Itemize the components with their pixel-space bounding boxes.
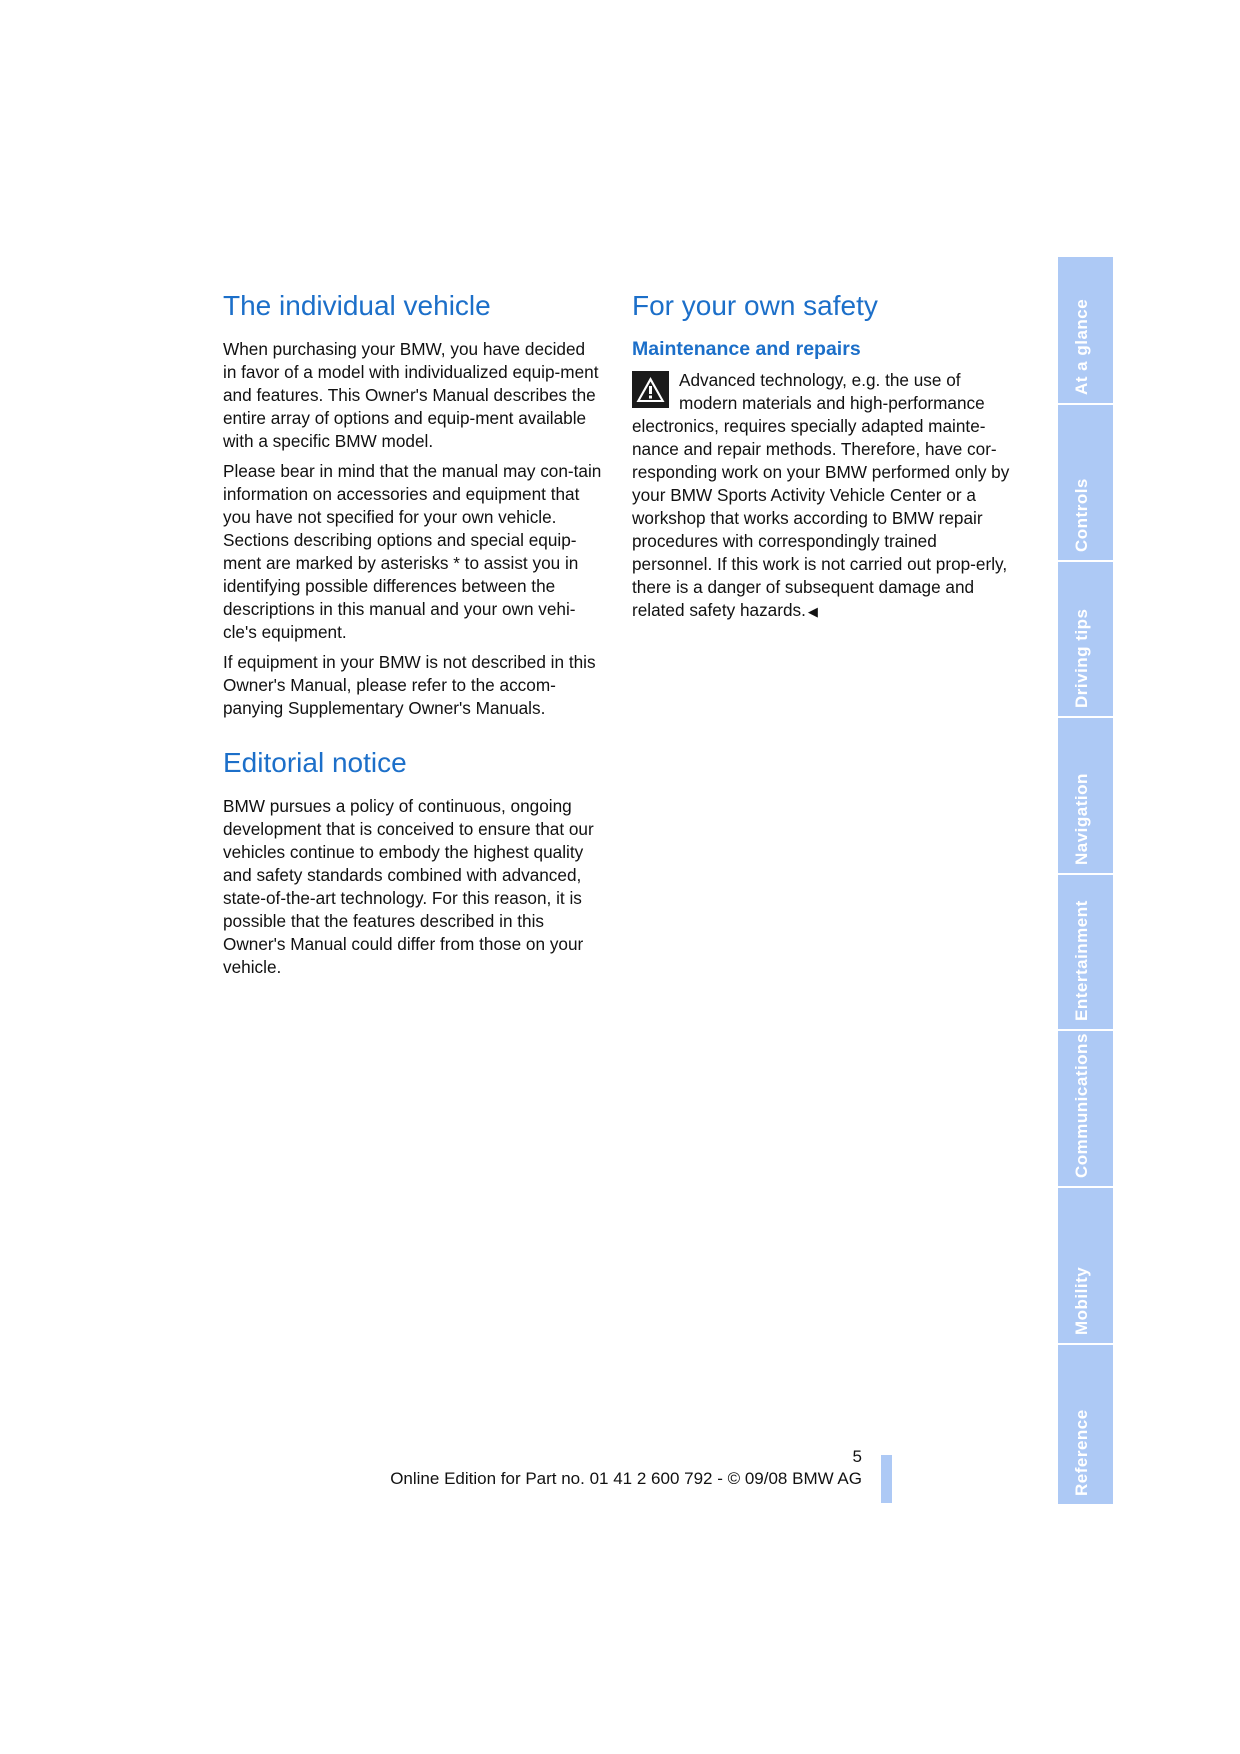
tab-label: Communications <box>1072 1033 1091 1178</box>
warning-triangle-icon <box>632 371 669 408</box>
tab-label: Mobility <box>1072 1266 1091 1335</box>
subheading-maintenance: Maintenance and repairs <box>632 338 861 361</box>
tab-label: Driving tips <box>1072 608 1091 708</box>
heading-editorial-notice: Editorial notice <box>223 747 407 779</box>
chapter-sidebar <box>1058 257 1113 1504</box>
tab-label: Entertainment <box>1072 900 1091 1021</box>
tab-controls[interactable] <box>1058 405 1113 562</box>
page-marker-bar <box>881 1455 892 1503</box>
warning-text: Advanced technology, e.g. the use of modern materials and high-performance electronics, requires specially adapted mainte-nance and repair methods. Therefore, have cor-responding work on your BMW performed only by your BMW Sports Activity Vehicle Center or a workshop that works according to BMW repair procedures with correspondingly trained personnel. If this work is not carried out prop-erly, there is a danger of subsequent damage and related safety hazards. <box>632 369 1010 620</box>
page-number: 5 <box>852 1447 862 1466</box>
tab-entertainment[interactable] <box>1058 875 1113 1031</box>
tab-label: Controls <box>1072 478 1091 552</box>
tab-mobility[interactable] <box>1058 1188 1113 1345</box>
tab-at-a-glance[interactable] <box>1058 257 1113 405</box>
end-mark-icon: ◀ <box>807 603 818 619</box>
edition-notice: Online Edition for Part no. 01 41 2 600 792 - © 09/08 BMW AG <box>390 1469 862 1488</box>
heading-individual-vehicle: The individual vehicle <box>223 290 491 321</box>
warning-block <box>632 369 1012 623</box>
right-column <box>632 290 1012 630</box>
tab-reference[interactable] <box>1058 1345 1113 1504</box>
tab-label: Reference <box>1072 1409 1091 1496</box>
paragraph-2: Please bear in mind that the manual may con-tain information on accessories and equipment that you have not specified for your own vehicle. Sections describing options and special equip-ment are marked by asterisks * to assist you in identifying possible differences between the descriptions in this manual and your own vehi-cle's equipment. <box>223 461 602 643</box>
tab-driving-tips[interactable] <box>1058 562 1113 718</box>
heading-own-safety: For your own safety <box>632 290 878 321</box>
tab-navigation[interactable] <box>1058 718 1113 875</box>
paragraph-3: If equipment in your BMW is not described in this Owner's Manual, please refer to the accom-panying Supplementary Owner's Manuals. <box>223 652 596 719</box>
paragraph-1: When purchasing your BMW, you have decided in favor of a model with individualized equip-ment and features. This Owner's Manual describes the entire array of options and equip-ment available with a specific BMW model. <box>223 339 599 452</box>
paragraph-editorial: BMW pursues a policy of continuous, ongoing development that is conceived to ensure that our vehicles continue to embody the highest quality and safety standards combined with advanced, state-of-the-art technology. For this reason, it is possible that the features described in this Owner's Manual could differ from those on your vehicle. <box>223 796 594 978</box>
page-footer <box>300 1447 862 1489</box>
tab-label: At a glance <box>1072 298 1091 395</box>
tab-label: Navigation <box>1072 773 1091 865</box>
left-column <box>223 290 603 986</box>
tab-communications[interactable] <box>1058 1031 1113 1188</box>
